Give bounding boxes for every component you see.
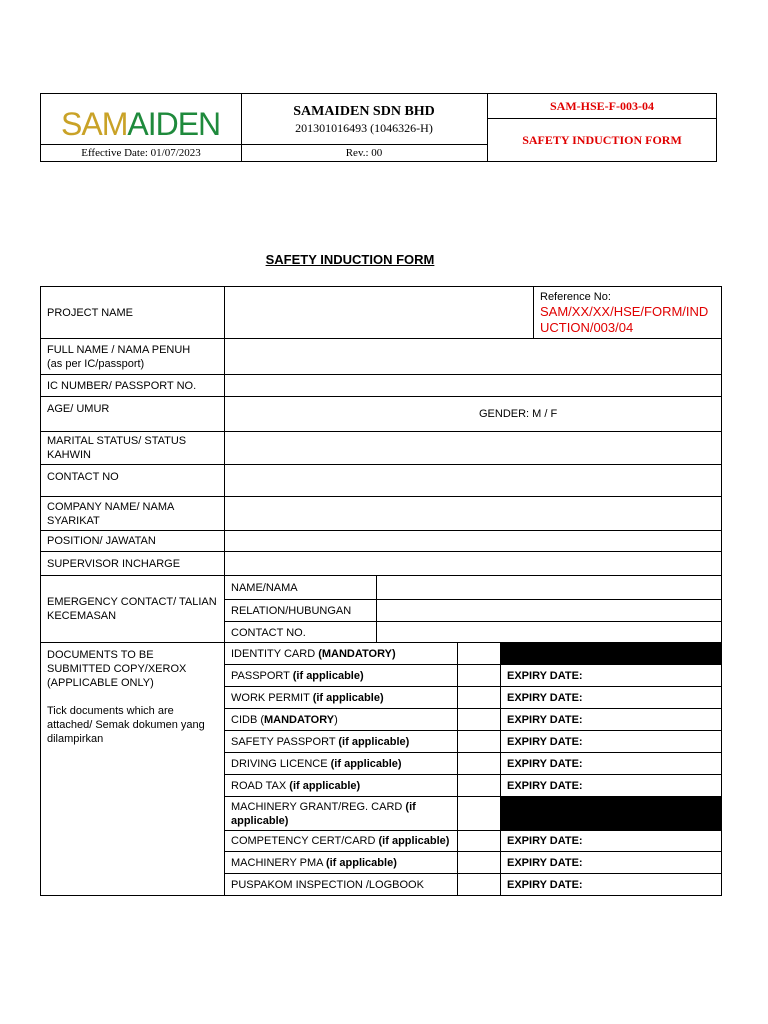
doc-expiry-9[interactable] [501,852,722,874]
documents-label-line3: Tick documents which are attached/ Semak dokumen yang dilampirkan [47,705,205,745]
doc-qual-text: (if applicable) [325,856,397,869]
doc-qual-text: (if applicable) [292,669,364,682]
expiry-date-label: EXPIRY DATE: [507,856,583,869]
doc-name-9 [225,852,458,874]
full-name-label: FULL NAME / NAMA PENUH [47,343,191,356]
ic-number-field[interactable] [225,375,722,397]
doc-expiry-6[interactable] [501,775,722,797]
doc-name-text: IDENTITY CARD [231,647,319,660]
doc-qual-text: (if applicable) [289,779,361,792]
doc-name-text: ROAD TAX [231,779,290,792]
doc-expiry-10[interactable] [501,874,722,896]
marital-status-field[interactable] [225,432,722,465]
emergency-contact-no-field[interactable] [377,622,722,643]
documents-label-line2: (APPLICABLE ONLY) [47,677,154,689]
documents-label [41,643,225,896]
doc-expiry-blocked-7 [501,797,722,831]
doc-name-text: PUSPAKOM INSPECTION /LOGBOOK [231,878,424,891]
doc-name-text: COMPETENCY CERT/CARD [231,835,379,847]
company-name-field[interactable] [225,497,722,531]
position-field[interactable] [225,531,722,552]
doc-name-text: DRIVING LICENCE [231,757,331,770]
expiry-date-label: EXPIRY DATE: [507,735,583,748]
company-name-label: COMPANY NAME/ NAMA SYARIKAT [41,497,225,531]
doc-tick-3[interactable] [458,709,501,731]
doc-name-0 [225,643,458,665]
effective-date: Effective Date: 01/07/2023 [81,147,201,159]
expiry-date-label: EXPIRY DATE: [507,835,583,847]
expiry-date-label: EXPIRY DATE: [507,757,583,770]
age-label: AGE/ UMUR [41,397,225,432]
emergency-contact-label: EMERGENCY CONTACT/ TALIAN KECEMASAN [41,576,225,643]
doc-tick-4[interactable] [458,731,501,753]
doc-tick-8[interactable] [458,831,501,852]
project-name-label: PROJECT NAME [41,287,225,339]
doc-name-text: CIDB ( [231,713,264,726]
document-code: SAM-HSE-F-003-04 [550,99,654,113]
doc-tail-text: ) [334,713,338,726]
doc-qual-text: MANDATORY [264,713,335,726]
contact-no-field[interactable] [225,465,722,497]
doc-tick-5[interactable] [458,753,501,775]
emergency-contact-no-label: CONTACT NO. [225,622,377,643]
doc-name-10 [225,874,458,896]
registration-number: 201301016493 (1046326-H) [295,121,433,135]
doc-name-text: MACHINERY PMA [231,856,326,869]
doc-name-5 [225,753,458,775]
doc-qual-text: (MANDATORY) [318,647,396,660]
supervisor-label: SUPERVISOR INCHARGE [41,552,225,576]
document-header [40,93,717,162]
doc-expiry-4[interactable] [501,731,722,753]
doc-name-text: SAFETY PASSPORT [231,735,339,748]
doc-tick-7[interactable] [458,797,501,831]
expiry-date-label: EXPIRY DATE: [507,878,583,891]
contact-no-label: CONTACT NO [41,465,225,497]
supervisor-field[interactable] [225,552,722,576]
doc-tick-0[interactable] [458,643,501,665]
doc-tick-10[interactable] [458,874,501,896]
doc-name-6 [225,775,458,797]
revision: Rev.: 00 [345,147,383,159]
company-name: SAMAIDEN SDN BHD [293,104,435,119]
emergency-name-field[interactable] [377,576,722,600]
doc-name-text: MACHINERY GRANT/REG. CARD [231,800,406,813]
doc-qual-text: (if applicable) [312,691,384,704]
emergency-name-label: NAME/NAMA [225,576,377,600]
documents-label-line1: DOCUMENTS TO BE SUBMITTED COPY/XEROX [47,649,187,675]
document-title: SAFETY INDUCTION FORM [522,133,682,147]
doc-tick-6[interactable] [458,775,501,797]
doc-tick-9[interactable] [458,852,501,874]
doc-expiry-8[interactable] [501,831,722,852]
doc-expiry-blocked-0 [501,643,722,665]
gender-field[interactable]: GENDER: M / F [225,397,722,432]
doc-expiry-5[interactable] [501,753,722,775]
reference-cell [534,287,722,339]
doc-name-2 [225,687,458,709]
doc-expiry-2[interactable] [501,687,722,709]
project-name-field[interactable] [225,287,534,339]
form-title: SAFETY INDUCTION FORM [265,252,435,267]
doc-qual-text: (if applicable) [378,835,450,847]
reference-value: SAM/XX/XX/HSE/FORM/INDUCTION/003/04 [540,304,709,335]
doc-name-1 [225,665,458,687]
emergency-relation-field[interactable] [377,600,722,622]
doc-name-4 [225,731,458,753]
expiry-date-label: EXPIRY DATE: [507,713,583,726]
ic-number-label: IC NUMBER/ PASSPORT NO. [41,375,225,397]
doc-name-3 [225,709,458,731]
doc-tick-1[interactable] [458,665,501,687]
doc-name-7 [225,797,458,831]
doc-name-text: WORK PERMIT [231,691,313,704]
emergency-relation-label: RELATION/HUBUNGAN [225,600,377,622]
marital-status-label: MARITAL STATUS/ STATUS KAHWIN [41,432,225,465]
doc-qual-text: (if applicable) [338,735,410,748]
induction-form-table [40,286,722,896]
expiry-date-label: EXPIRY DATE: [507,669,583,682]
expiry-date-label: EXPIRY DATE: [507,691,583,704]
doc-name-8 [225,831,458,852]
reference-label: Reference No: [540,291,611,303]
doc-tick-2[interactable] [458,687,501,709]
doc-name-text: PASSPORT [231,669,293,682]
doc-qual-text: (if applicable) [231,800,416,827]
full-name-field[interactable] [225,339,722,375]
expiry-date-label: EXPIRY DATE: [507,779,583,792]
company-logo: SAMAIDEN [61,106,221,142]
position-label: POSITION/ JAWATAN [41,531,225,552]
doc-expiry-1[interactable] [501,665,722,687]
full-name-note: (as per IC/passport) [47,357,145,370]
doc-expiry-3[interactable] [501,709,722,731]
doc-qual-text: (if applicable) [330,757,402,770]
